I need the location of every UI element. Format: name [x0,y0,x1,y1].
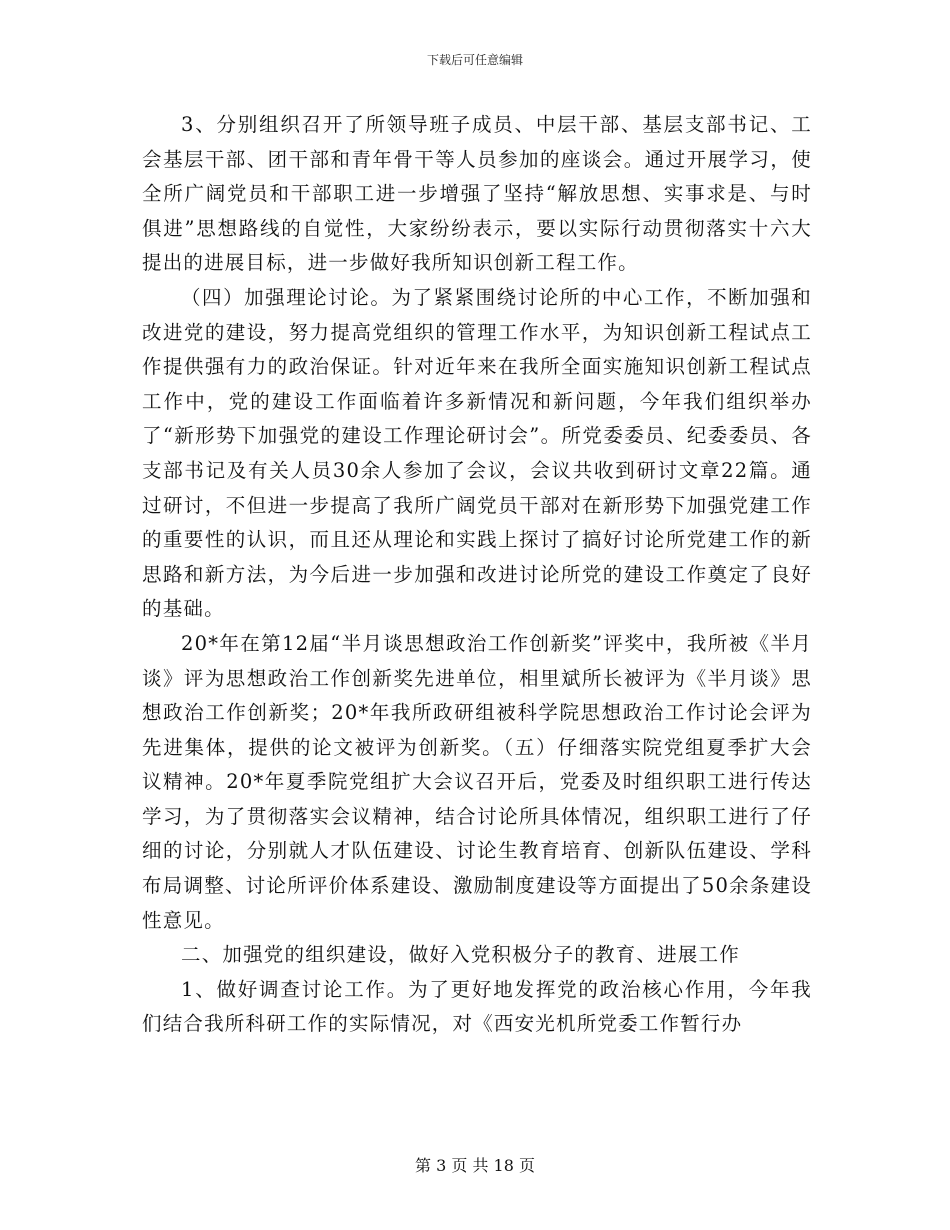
paragraph-theory-discussion: （四）加强理论讨论。为了紧紧围绕讨论所的中心工作，不断加强和改进党的建设，努力提高党组织的管理工作水平，为知识创新工程试点工作提供强有力的政治保证。针对近年来在我所全面实施知识创新工程试点工作中，党的建设工作面临着许多新情况和新问题，今年我们组织举办了“新形势下加强党的建设工作理论研讨会”。所党委委员、纪委委员、各支部书记及有关人员30余人参加了会议，会议共收到研讨文章22篇。通过研讨，不但进一步提高了我所广阔党员干部对在新形势下加强党建工作的重要性的认识，而且还从理论和实践上探讨了搞好讨论所党建工作的新思路和新方法，为今后进一步加强和改进讨论所党的建设工作奠定了良好的基础。 [142,285,812,621]
paragraph-research: 1、做好调查讨论工作。为了更好地发挥党的政治核心作用，今年我们结合我所科研工作的实际情况，对《西安光机所党委工作暂行办 [142,977,812,1036]
page-footer: 第 3 页 共 18 页 [415,1156,535,1175]
paragraph-awards: 20*年在第12届“半月谈思想政治工作创新奖”评奖中，我所被《半月谈》评为思想政治工作创新奖先进单位，相里斌所长被评为《半月谈》思想政治工作创新奖；20*年我所政研组被科学院思想政治工作讨论会评为先进集体，提供的论文被评为创新奖。（五）仔细落实院党组夏季扩大会议精神。20*年夏季院党组扩大会议召开后，党委及时组织职工进行传达学习，为了贯彻落实会议精神，结合讨论所具体情况，组织职工进行了仔细的讨论，分别就人才队伍建设、讨论生教育培育、创新队伍建设、学科布局调整、讨论所评价体系建设、激励制度建设等方面提出了50余条建设性意见。 [142,631,812,932]
section-heading-organization: 二、加强党的组织建设，做好入党积极分子的教育、进展工作 [181,943,740,967]
document-body [142,108,812,1042]
paragraph-seminar: 3、分别组织召开了所领导班子成员、中层干部、基层支部书记、工会基层干部、团干部和青年骨干等人员参加的座谈会。通过开展学习，使全所广阔党员和干部职工进一步增强了坚持“解放思想、实事求是、与时俱进”思想路线的自觉性，大家纷纷表示，要以实际行动贯彻落实十六大提出的进展目标，进一步做好我所知识创新工程工作。 [142,113,812,275]
page-header: 下载后可任意编辑 [426,53,523,67]
